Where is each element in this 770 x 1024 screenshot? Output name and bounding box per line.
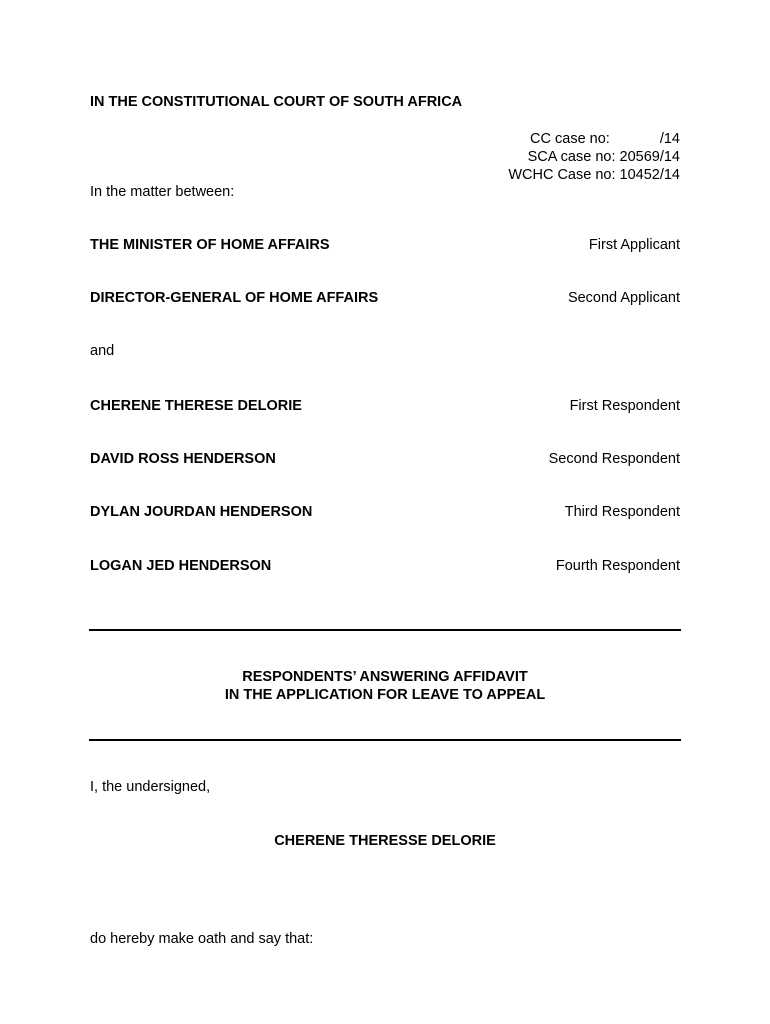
party-role: First Applicant	[588, 237, 680, 253]
party-row-second-respondent	[90, 449, 680, 469]
wchc-case-label: WCHC Case no:	[508, 167, 616, 183]
wchc-case-number	[508, 166, 680, 184]
sca-case-value: 20569/14	[619, 149, 680, 165]
party-name: DAVID ROSS HENDERSON	[90, 451, 276, 467]
party-role: Second Respondent	[548, 451, 680, 467]
conjunction-and: and	[90, 343, 115, 359]
party-name: DIRECTOR-GENERAL OF HOME AFFAIRS	[90, 290, 379, 306]
oath-statement: do hereby make oath and say that:	[90, 931, 314, 947]
cc-case-label: CC case no:	[530, 131, 610, 147]
bottom-divider-rule	[89, 739, 681, 741]
party-role: Second Applicant	[567, 290, 680, 306]
affidavit-title	[89, 668, 681, 704]
cc-case-value: /14	[659, 131, 680, 147]
party-name: LOGAN JED HENDERSON	[90, 558, 272, 574]
party-row-fourth-respondent	[90, 556, 680, 576]
top-divider-rule	[89, 629, 681, 631]
party-row-first-respondent	[90, 396, 680, 416]
affidavit-title-line-1: RESPONDENTS’ ANSWERING AFFIDAVIT	[242, 669, 528, 685]
party-role: Third Respondent	[564, 504, 680, 520]
party-name: CHERENE THERESE DELORIE	[90, 398, 302, 414]
sca-case-label: SCA case no:	[527, 149, 616, 165]
court-title: IN THE CONSTITUTIONAL COURT OF SOUTH AFRICA	[90, 94, 463, 110]
undersigned-intro: I, the undersigned,	[90, 779, 211, 795]
matter-between-label: In the matter between:	[90, 184, 235, 200]
party-row-first-applicant	[90, 235, 680, 255]
party-row-third-respondent	[90, 502, 680, 522]
cc-case-number	[508, 130, 680, 148]
party-name: THE MINISTER OF HOME AFFAIRS	[90, 237, 330, 253]
sca-case-number	[508, 148, 680, 166]
affidavit-title-line-2: IN THE APPLICATION FOR LEAVE TO APPEAL	[224, 687, 546, 703]
deponent-name: CHERENE THERESSE DELORIE	[274, 833, 496, 849]
case-numbers-block	[508, 130, 680, 184]
party-row-second-applicant	[90, 288, 680, 308]
party-role: First Respondent	[569, 398, 680, 414]
party-role: Fourth Respondent	[555, 558, 680, 574]
wchc-case-value: 10452/14	[619, 167, 680, 183]
party-name: DYLAN JOURDAN HENDERSON	[90, 504, 313, 520]
